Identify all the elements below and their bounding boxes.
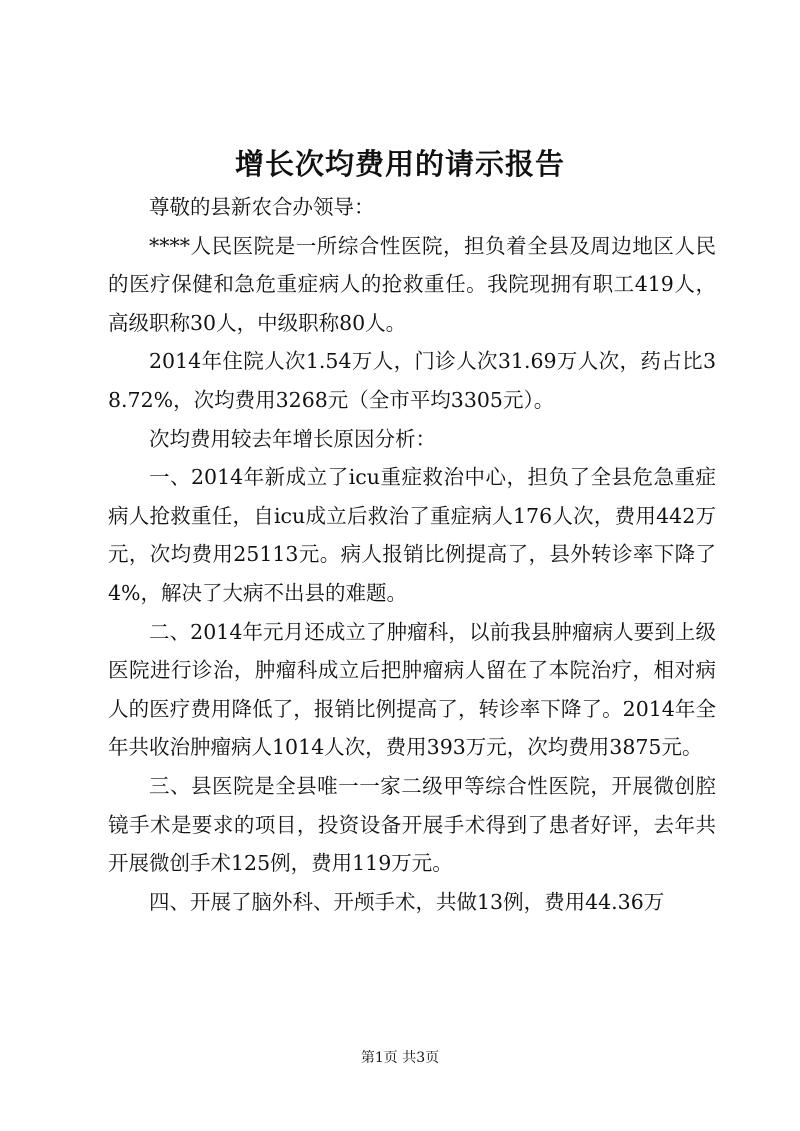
paragraph-reason-3: 三、县医院是全县唯一一家二级甲等综合性医院，开展微创腔镜手术是要求的项目，投资设备开展手术得到了患者好评，去年共开展微创手术125例，费用119万元。 — [108, 773, 716, 876]
paragraph-reason-2: 二、2014年元月还成立了肿瘤科，以前我县肿瘤病人要到上级医院进行诊治，肿瘤科成立后把肿瘤病人留在了本院治疗，相对病人的医疗费用降低了，报销比例提高了，转诊率下降了。2014年全年共收治肿瘤病人1014人次，费用393万元，次均费用3875元。 — [108, 619, 716, 760]
document-body — [108, 188, 716, 921]
salutation: 尊敬的县新农合办领导： — [149, 195, 375, 219]
document-title: 增长次均费用的请示报告 — [234, 147, 565, 181]
page-number-footer: 第1页 共3页 — [360, 1050, 440, 1066]
paragraph-hospital-intro: ****人民医院是一所综合性医院，担负着全县及周边地区人民的医疗保健和急危重症病人的抢救重任。我院现拥有职工419人，高级职称30人，中级职称80人。 — [108, 233, 716, 335]
paragraph-analysis-heading: 次均费用较去年增长原因分析： — [149, 426, 436, 451]
paragraph-reason-1: 一、2014年新成立了icu重症救治中心，担负了全县危急重症病人抢救重任，自icu成立后救治了重症病人176人次，费用442万元，次均费用25113元。病人报销比例提高了，县外转诊率下降了4%，解决了大病不出县的难题。 — [108, 465, 716, 605]
paragraph-2014-statistics: 2014年住院人次1.54万人，门诊人次31.69万人次，药占比38.72%，次均费用3268元（全市平均3305元）。 — [108, 349, 716, 412]
paragraph-reason-4: 四、开展了脑外科、开颅手术，共做13例，费用44.36万 — [149, 889, 665, 914]
